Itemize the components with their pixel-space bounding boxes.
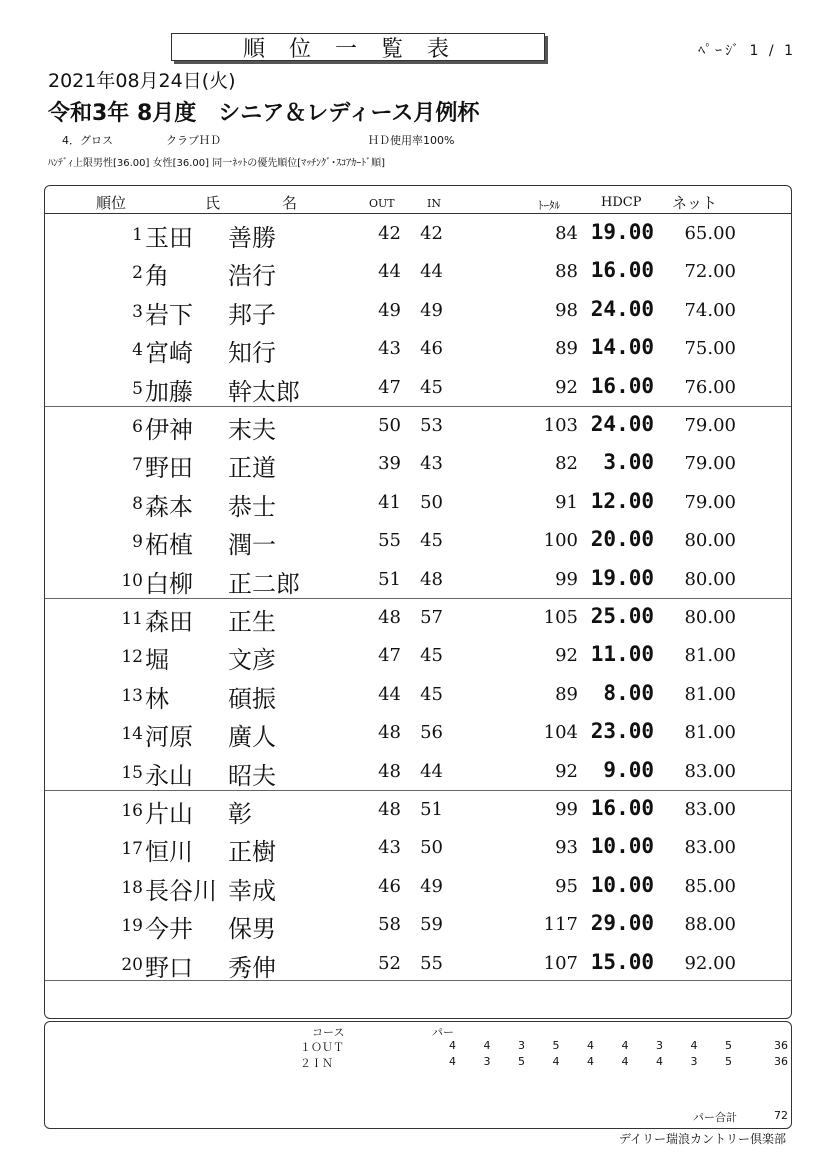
total-score-cell: 98 xyxy=(555,299,578,321)
net-score-cell: 81.00 xyxy=(684,645,736,667)
in-score-cell: 43 xyxy=(420,453,443,475)
out-score-cell: 58 xyxy=(378,914,401,936)
out-score-cell: 41 xyxy=(378,491,401,513)
in-score-cell: 53 xyxy=(420,415,443,436)
hdcp-cell: 23.00 xyxy=(590,719,654,744)
first-name-cell: 幸成 xyxy=(228,876,276,905)
total-score-cell: 93 xyxy=(555,837,578,859)
net-score-cell: 79.00 xyxy=(684,491,736,513)
hole-par: 5 xyxy=(725,1055,732,1068)
last-name-cell: 長谷川 xyxy=(145,876,217,905)
table-row xyxy=(0,368,826,406)
hd-rate-label: ＨＤ使用率100% xyxy=(368,134,455,147)
col-out-header: OUT xyxy=(369,197,395,210)
total-score-cell: 107 xyxy=(543,952,578,974)
last-name-cell: 野田 xyxy=(145,454,193,483)
col-in-header: IN xyxy=(427,197,441,210)
total-score-cell: 117 xyxy=(543,914,578,936)
first-name-cell: 正生 xyxy=(228,608,276,636)
in-score-cell: 57 xyxy=(420,607,443,628)
rank-cell: 10 xyxy=(121,570,143,591)
last-name-cell: 片山 xyxy=(145,800,193,828)
total-score-cell: 104 xyxy=(543,722,578,744)
out-score-cell: 51 xyxy=(378,568,401,590)
first-name-cell: 善勝 xyxy=(228,224,276,252)
last-name-cell: 永山 xyxy=(145,761,193,790)
table-row xyxy=(0,444,826,482)
hole-par: 4 xyxy=(587,1039,594,1052)
last-name-cell: 野口 xyxy=(145,953,193,982)
net-score-cell: 65.00 xyxy=(684,223,736,244)
hdcp-cell: 3.00 xyxy=(603,450,654,475)
table-row xyxy=(0,675,826,713)
in-score-cell: 45 xyxy=(420,530,443,552)
total-score-cell: 82 xyxy=(555,453,578,475)
col-total-header: ﾄｰﾀﾙ xyxy=(538,199,560,212)
in-score-cell: 59 xyxy=(420,914,443,936)
in-score-cell: 45 xyxy=(420,376,443,398)
rank-cell: 2 xyxy=(132,263,143,284)
net-score-cell: 80.00 xyxy=(684,530,736,552)
last-name-cell: 今井 xyxy=(145,915,193,944)
first-name-cell: 碩振 xyxy=(228,684,276,713)
par-total-value: 72 xyxy=(774,1109,788,1122)
out-score-cell: 50 xyxy=(378,415,401,436)
table-footer-divider xyxy=(45,980,791,981)
first-name-cell: 知行 xyxy=(228,339,276,368)
first-name-cell: 恭士 xyxy=(228,492,276,521)
table-row xyxy=(0,560,826,598)
first-name-cell: 昭夫 xyxy=(228,761,276,790)
first-name-cell: 保男 xyxy=(228,915,276,944)
net-score-cell: 85.00 xyxy=(684,875,736,897)
total-score-cell: 91 xyxy=(555,491,578,513)
last-name-cell: 角 xyxy=(145,262,169,291)
in-score-cell: 44 xyxy=(420,760,443,782)
hole-par: 4 xyxy=(552,1055,560,1068)
rank-cell: 3 xyxy=(132,301,143,322)
first-name-cell: 文彦 xyxy=(228,646,276,675)
out-score-cell: 47 xyxy=(378,376,401,398)
hole-par: 3 xyxy=(518,1039,525,1052)
first-name-cell: 幹太郎 xyxy=(228,377,300,406)
rank-cell: 7 xyxy=(132,455,143,476)
rank-cell: 8 xyxy=(132,493,143,514)
net-score-cell: 76.00 xyxy=(684,376,736,398)
in-score-cell: 50 xyxy=(420,491,443,513)
first-name-cell: 正二郎 xyxy=(228,569,300,598)
in-score-cell: 55 xyxy=(420,952,443,974)
in-score-cell: 44 xyxy=(420,261,443,283)
group-divider xyxy=(45,790,791,791)
course-label: コース xyxy=(312,1026,345,1039)
table-row xyxy=(0,828,826,866)
last-name-cell: 加藤 xyxy=(145,377,193,406)
total-score-cell: 100 xyxy=(543,530,578,552)
total-score-cell: 89 xyxy=(555,683,578,705)
out-score-cell: 39 xyxy=(378,453,401,475)
course-par-box xyxy=(44,1021,792,1129)
total-score-cell: 105 xyxy=(543,607,578,628)
hdcp-cell: 10.00 xyxy=(590,872,654,897)
course-par-sum: 36 xyxy=(774,1039,788,1052)
rank-cell: 17 xyxy=(121,839,143,860)
hole-par: 4 xyxy=(621,1039,629,1052)
out-score-cell: 48 xyxy=(378,799,401,820)
total-score-cell: 99 xyxy=(555,568,578,590)
course-par-sum: 36 xyxy=(774,1055,788,1068)
club-name: デイリー瑞浪カントリー倶楽部 xyxy=(618,1132,786,1146)
table-row xyxy=(0,867,826,905)
table-row xyxy=(0,252,826,290)
first-name-cell: 末夫 xyxy=(228,416,276,444)
hole-par: 5 xyxy=(552,1039,560,1052)
first-name-cell: 邦子 xyxy=(228,300,276,329)
hole-par: 5 xyxy=(518,1055,525,1068)
first-name-cell: 廣人 xyxy=(228,723,276,752)
last-name-cell: 伊神 xyxy=(145,416,193,444)
col-name1-header: 氏 xyxy=(205,194,221,212)
table-row xyxy=(0,329,826,367)
last-name-cell: 岩下 xyxy=(145,300,193,329)
table-row xyxy=(0,905,826,943)
table-row xyxy=(0,214,826,252)
hdcp-cell: 14.00 xyxy=(590,335,654,360)
table-row xyxy=(0,790,826,828)
out-score-cell: 43 xyxy=(378,837,401,859)
table-row xyxy=(0,521,826,559)
category-label: 4．グロス xyxy=(62,134,113,147)
table-row xyxy=(0,598,826,636)
last-name-cell: 河原 xyxy=(145,723,193,752)
table-row xyxy=(0,406,826,444)
rank-cell: 19 xyxy=(121,916,143,937)
in-score-cell: 45 xyxy=(420,645,443,667)
event-name: 令和3年 8月度 シニア＆レディース月例杯 xyxy=(48,101,480,126)
rank-cell: 9 xyxy=(132,532,143,553)
total-score-cell: 89 xyxy=(555,338,578,360)
last-name-cell: 森田 xyxy=(145,608,193,636)
hole-par: 4 xyxy=(449,1055,456,1068)
rank-cell: 16 xyxy=(121,801,143,821)
group-divider xyxy=(45,406,791,407)
out-score-cell: 48 xyxy=(378,722,401,744)
first-name-cell: 彰 xyxy=(228,800,252,828)
hole-par: 3 xyxy=(483,1055,491,1068)
in-score-cell: 56 xyxy=(420,722,443,744)
net-score-cell: 88.00 xyxy=(684,914,736,936)
last-name-cell: 白柳 xyxy=(145,569,193,598)
table-row xyxy=(0,483,826,521)
course-name: ２ＩＮ xyxy=(300,1057,333,1070)
hole-par: 3 xyxy=(656,1039,663,1052)
hdcp-cell: 11.00 xyxy=(590,642,654,667)
hdcp-cell: 16.00 xyxy=(590,258,654,283)
out-score-cell: 52 xyxy=(378,952,401,974)
hdcp-cell: 20.00 xyxy=(590,527,654,552)
rank-cell: 14 xyxy=(121,724,143,745)
last-name-cell: 林 xyxy=(145,684,169,713)
hdcp-cell: 16.00 xyxy=(590,796,654,820)
col-name2-header: 名 xyxy=(282,194,298,212)
last-name-cell: 宮崎 xyxy=(145,339,193,368)
col-hdcp-header: HDCP xyxy=(601,195,642,210)
net-score-cell: 79.00 xyxy=(684,415,736,436)
net-score-cell: 72.00 xyxy=(684,261,736,283)
hole-par: 4 xyxy=(690,1039,698,1052)
total-score-cell: 99 xyxy=(555,799,578,820)
in-score-cell: 45 xyxy=(420,683,443,705)
hdcp-cell: 9.00 xyxy=(603,757,654,782)
out-score-cell: 42 xyxy=(378,223,401,244)
rank-cell: 1 xyxy=(132,225,143,245)
net-score-cell: 75.00 xyxy=(684,338,736,360)
out-score-cell: 55 xyxy=(378,530,401,552)
hdcp-cell: 24.00 xyxy=(590,412,654,436)
net-score-cell: 83.00 xyxy=(684,799,736,820)
hole-par: 4 xyxy=(656,1055,663,1068)
rank-cell: 4 xyxy=(132,340,143,361)
course-name: １ＯＵＴ xyxy=(300,1041,344,1054)
hdcp-cell: 12.00 xyxy=(590,488,654,513)
table-row xyxy=(0,636,826,674)
last-name-cell: 恒川 xyxy=(145,838,193,867)
out-score-cell: 46 xyxy=(378,875,401,897)
hdcp-cell: 15.00 xyxy=(590,949,654,974)
net-score-cell: 92.00 xyxy=(684,952,736,974)
in-score-cell: 46 xyxy=(420,338,443,360)
rank-cell: 13 xyxy=(121,685,143,706)
table-row xyxy=(0,752,826,790)
last-name-cell: 堀 xyxy=(145,646,169,675)
hole-par: 4 xyxy=(449,1039,456,1052)
par-total-label: パー合計 xyxy=(693,1111,737,1124)
class-label: クラブＨＤ xyxy=(166,134,221,147)
report-title: 順位一覧表 xyxy=(171,33,545,61)
col-rank-header: 順位 xyxy=(96,194,127,212)
first-name-cell: 正樹 xyxy=(228,838,276,867)
hdcp-cell: 19.00 xyxy=(590,565,654,590)
out-score-cell: 48 xyxy=(378,607,401,628)
hdcp-cell: 8.00 xyxy=(603,680,654,705)
rank-cell: 5 xyxy=(132,378,143,399)
rank-cell: 15 xyxy=(121,762,143,783)
hdcp-cell: 25.00 xyxy=(590,604,654,628)
total-score-cell: 92 xyxy=(555,760,578,782)
event-date: 2021年08月24日(火) xyxy=(48,70,236,92)
rank-cell: 12 xyxy=(121,647,143,668)
first-name-cell: 浩行 xyxy=(228,262,276,291)
first-name-cell: 秀伸 xyxy=(228,953,276,982)
hdcp-cell: 19.00 xyxy=(590,220,654,244)
net-score-cell: 80.00 xyxy=(684,607,736,628)
in-score-cell: 50 xyxy=(420,837,443,859)
rank-cell: 18 xyxy=(121,877,143,898)
rank-cell: 11 xyxy=(121,609,143,629)
hdcp-cell: 29.00 xyxy=(590,911,654,936)
out-score-cell: 43 xyxy=(378,338,401,360)
last-name-cell: 柘植 xyxy=(145,531,193,560)
in-score-cell: 51 xyxy=(420,799,443,820)
total-score-cell: 92 xyxy=(555,645,578,667)
hole-par: 5 xyxy=(725,1039,732,1052)
in-score-cell: 42 xyxy=(420,223,443,244)
out-score-cell: 48 xyxy=(378,760,401,782)
table-row xyxy=(0,713,826,751)
first-name-cell: 正道 xyxy=(228,454,276,483)
hdcp-cell: 24.00 xyxy=(590,296,654,321)
page-number: ﾍﾟｰｼﾞ 1 / 1 xyxy=(698,43,796,59)
rank-cell: 6 xyxy=(132,417,143,437)
first-name-cell: 潤一 xyxy=(228,531,276,560)
col-net-header: ネット xyxy=(672,194,718,212)
out-score-cell: 47 xyxy=(378,645,401,667)
table-row xyxy=(0,944,826,982)
in-score-cell: 49 xyxy=(420,299,443,321)
hole-par: 4 xyxy=(587,1055,594,1068)
hole-par: 4 xyxy=(621,1055,629,1068)
last-name-cell: 玉田 xyxy=(145,224,193,252)
last-name-cell: 森本 xyxy=(145,492,193,521)
handicap-note: ﾊﾝﾃﾞｨ上限男性[36.00] 女性[36.00] 同一ﾈｯﾄの優先順位[ﾏｯﾁﾝｸﾞ･ｽｺｱｶｰﾄﾞ順] xyxy=(48,158,386,169)
in-score-cell: 49 xyxy=(420,875,443,897)
total-score-cell: 84 xyxy=(555,223,578,244)
par-label: パー xyxy=(432,1026,454,1039)
net-score-cell: 81.00 xyxy=(684,722,736,744)
hdcp-cell: 16.00 xyxy=(590,373,654,398)
net-score-cell: 80.00 xyxy=(684,568,736,590)
net-score-cell: 83.00 xyxy=(684,760,736,782)
total-score-cell: 95 xyxy=(555,875,578,897)
hole-par: 3 xyxy=(690,1055,698,1068)
in-score-cell: 48 xyxy=(420,568,443,590)
hdcp-cell: 10.00 xyxy=(590,834,654,859)
net-score-cell: 83.00 xyxy=(684,837,736,859)
net-score-cell: 74.00 xyxy=(684,299,736,321)
rank-cell: 20 xyxy=(121,954,143,975)
net-score-cell: 81.00 xyxy=(684,683,736,705)
total-score-cell: 103 xyxy=(543,415,578,436)
hole-par: 4 xyxy=(483,1039,491,1052)
total-score-cell: 92 xyxy=(555,376,578,398)
group-divider xyxy=(45,598,791,599)
out-score-cell: 44 xyxy=(378,683,401,705)
out-score-cell: 49 xyxy=(378,299,401,321)
out-score-cell: 44 xyxy=(378,261,401,283)
total-score-cell: 88 xyxy=(555,261,578,283)
table-row xyxy=(0,291,826,329)
net-score-cell: 79.00 xyxy=(684,453,736,475)
